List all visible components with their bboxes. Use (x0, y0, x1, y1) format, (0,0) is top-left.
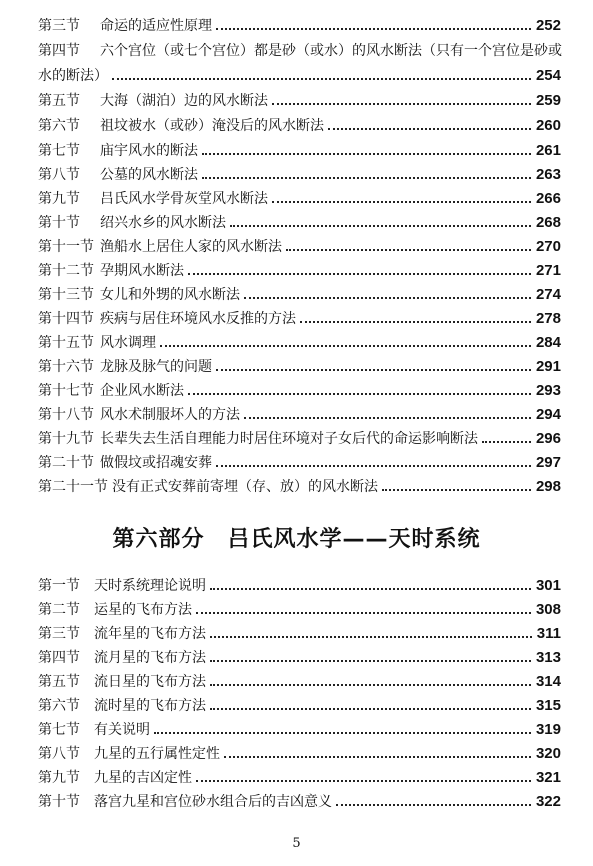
toc-page-number: 252 (535, 17, 561, 34)
toc-entry (38, 238, 561, 256)
toc-section-number: 第十二节 (38, 263, 94, 279)
toc-entry (38, 430, 561, 448)
toc-section-number: 第七节 (38, 143, 80, 159)
toc-leader-dots (202, 177, 531, 179)
toc-page-number: 261 (535, 142, 561, 159)
toc-page-number: 322 (535, 793, 561, 810)
toc-entry (38, 793, 561, 811)
toc-page-number: 263 (535, 166, 561, 183)
toc-section-number: 第七节 (38, 722, 80, 738)
toc-leader-dots (210, 660, 531, 662)
toc-page-number: 259 (535, 92, 561, 109)
toc-entry (38, 745, 561, 763)
toc-leader-dots (188, 393, 531, 395)
toc-page-number: 308 (535, 601, 561, 618)
toc-leader-dots (160, 345, 531, 347)
toc-page-number: 291 (535, 358, 561, 375)
toc-entry-title: 九星的吉凶定性 (94, 770, 192, 786)
toc-leader-dots (196, 780, 531, 782)
toc-entry (38, 190, 561, 208)
toc-leader-dots (196, 612, 531, 614)
toc-entry (38, 42, 561, 85)
toc-entry-title: 渔船水上居住人家的风水断法 (100, 239, 282, 255)
toc-entry-title: 流年星的飞布方法 (94, 626, 206, 642)
toc-section-number: 第十三节 (38, 287, 94, 303)
toc-entry-title: 绍兴水乡的风水断法 (100, 215, 226, 231)
toc-page-number: 294 (535, 406, 561, 423)
toc-leader-dots (210, 588, 531, 590)
toc-entry-title: 有关说明 (94, 722, 150, 738)
toc-entry-title: 风水术制服坏人的方法 (100, 407, 240, 423)
toc-entry (38, 697, 561, 715)
toc-leader-dots (300, 321, 531, 323)
toc-entry (38, 406, 561, 424)
toc-section-number: 第十节 (38, 794, 80, 810)
toc-entry (38, 625, 561, 643)
toc-entry-title: 疾病与居住环境风水反推的方法 (100, 311, 296, 327)
toc-entry (38, 214, 561, 232)
toc-leader-dots (216, 369, 531, 371)
toc-leader-dots (244, 417, 531, 419)
toc-leader-dots (230, 225, 531, 227)
toc-entry (38, 358, 561, 376)
toc-entry-title: 流时星的飞布方法 (94, 698, 206, 714)
part-heading: 第六部分 吕氏风水学——天时系统 (112, 527, 481, 552)
toc-leader-dots (112, 78, 531, 80)
toc-entry-title: 大海（湖泊）边的风水断法 (100, 93, 268, 109)
toc-entry (38, 577, 561, 595)
toc-entry-title: 公墓的风水断法 (100, 167, 198, 183)
toc-section-number: 第二节 (38, 602, 80, 618)
toc-section-number: 第十一节 (38, 239, 94, 255)
toc-entry (38, 92, 561, 110)
toc-leader-dots (336, 804, 531, 806)
toc-leader-dots (272, 201, 531, 203)
page-number: 5 (292, 836, 301, 851)
toc-leader-dots (244, 297, 531, 299)
toc-entry (38, 117, 561, 135)
toc-leader-dots (286, 249, 531, 251)
toc-entry (38, 721, 561, 739)
toc-entry (38, 382, 561, 400)
toc-section-number: 第十五节 (38, 335, 94, 351)
toc-entry-title: 龙脉及脉气的问题 (100, 359, 212, 375)
toc-section-number: 第八节 (38, 746, 80, 762)
toc-section-number: 第九节 (38, 191, 80, 207)
toc-entry (38, 166, 561, 184)
toc-entry-title: 天时系统理论说明 (94, 578, 206, 594)
toc-section-number: 第十八节 (38, 407, 94, 423)
toc-page-number: 296 (535, 430, 561, 447)
toc-page-number: 268 (535, 214, 561, 231)
toc-leader-dots (272, 103, 531, 105)
toc-leader-dots (224, 756, 531, 758)
toc-entry (38, 601, 561, 619)
toc-page-number: 315 (535, 697, 561, 714)
toc-entry-title: 吕氏风水学骨灰堂风水断法 (100, 191, 268, 207)
toc-entry (38, 334, 561, 352)
toc-entry-title: 命运的适应性原理 (100, 18, 212, 34)
toc-section-number: 第十七节 (38, 383, 94, 399)
toc-leader-dots (210, 708, 531, 710)
toc-page-number: 297 (535, 454, 561, 471)
toc-page-number: 319 (535, 721, 561, 738)
toc-section-number: 第二十一节 (38, 479, 108, 495)
toc-page-number: 271 (535, 262, 561, 279)
toc-leader-dots (188, 273, 531, 275)
toc-entry (38, 286, 561, 304)
toc-section-number: 第六节 (38, 698, 80, 714)
toc-section-number: 第五节 (38, 93, 80, 109)
toc-page-number: 311 (536, 625, 561, 642)
toc-section-number: 第十九节 (38, 431, 94, 447)
toc-page-number: 293 (535, 382, 561, 399)
toc-section-number: 第九节 (38, 770, 80, 786)
toc-section-number: 第三节 (38, 18, 80, 34)
toc-leader-dots (210, 684, 531, 686)
toc-page-number: 313 (535, 649, 561, 666)
toc-entry-title: 长辈失去生活自理能力时居住环境对子女后代的命运影响断法 (100, 431, 478, 447)
toc-entry-title: 落宫九星和宫位砂水组合后的吉凶意义 (94, 794, 332, 810)
toc-entry (38, 454, 561, 472)
toc-section-number: 第四节 (38, 650, 80, 666)
toc-entry-title: 做假坟或招魂安葬 (100, 455, 212, 471)
toc-page-number: 254 (535, 67, 561, 84)
toc-entry (38, 262, 561, 280)
toc-entry (38, 769, 561, 787)
toc-page-number: 274 (535, 286, 561, 303)
toc-page-number: 278 (535, 310, 561, 327)
toc-entry (38, 673, 561, 691)
toc-entry-title: 风水调理 (100, 335, 156, 351)
toc-entry-title: 六个宫位（或七个宫位）都是砂（或水）的风水断法（只有一个宫位是砂或 (100, 43, 562, 59)
toc-page-number: 320 (535, 745, 561, 762)
toc-leader-dots (154, 732, 531, 734)
toc-entry-title: 企业风水断法 (100, 383, 184, 399)
toc-entry-title: 没有正式安葬前寄埋（存、放）的风水断法 (112, 479, 378, 495)
toc-leader-dots (210, 636, 532, 638)
toc-page-number: 321 (535, 769, 561, 786)
toc-section-number: 第四节 (38, 43, 80, 59)
toc-section-number: 第三节 (38, 626, 80, 642)
toc-leader-dots (216, 465, 531, 467)
toc-section-number: 第五节 (38, 674, 80, 690)
toc-entry-title: 流月星的飞布方法 (94, 650, 206, 666)
toc-section-number: 第八节 (38, 167, 80, 183)
toc-page-number: 270 (535, 238, 561, 255)
toc-leader-dots (202, 153, 531, 155)
toc-section-number: 第二十节 (38, 455, 94, 471)
toc-page-number: 284 (535, 334, 561, 351)
toc-leader-dots (216, 28, 531, 30)
toc-entry (38, 142, 561, 160)
toc-section-number: 第一节 (38, 578, 80, 594)
toc-entry-title: 流日星的飞布方法 (94, 674, 206, 690)
toc-leader-dots (382, 489, 531, 491)
toc-section-number: 第十六节 (38, 359, 94, 375)
toc-entry-title: 运星的飞布方法 (94, 602, 192, 618)
toc-section-number: 第十节 (38, 215, 80, 231)
toc-leader-dots (482, 441, 531, 443)
toc-entry-title-continued: 水的断法） (38, 68, 108, 84)
toc-entry (38, 310, 561, 328)
toc-page-number: 314 (535, 673, 561, 690)
toc-entry (38, 478, 561, 496)
toc-section-number: 第六节 (38, 118, 80, 134)
toc-entry-title: 孕期风水断法 (100, 263, 184, 279)
toc-entry-title: 庙宇风水的断法 (100, 143, 198, 159)
toc-entry (38, 649, 561, 667)
toc-page-number: 301 (535, 577, 561, 594)
toc-leader-dots (328, 128, 531, 130)
toc-entry (38, 17, 561, 35)
toc-entry-title: 九星的五行属性定性 (94, 746, 220, 762)
toc-page-number: 260 (535, 117, 561, 134)
toc-page-number: 266 (535, 190, 561, 207)
toc-entry-title: 女儿和外甥的风水断法 (100, 287, 240, 303)
toc-page-number: 298 (535, 478, 561, 495)
toc-entry-title: 祖坟被水（或砂）淹没后的风水断法 (100, 118, 324, 134)
toc-section-number: 第十四节 (38, 311, 94, 327)
